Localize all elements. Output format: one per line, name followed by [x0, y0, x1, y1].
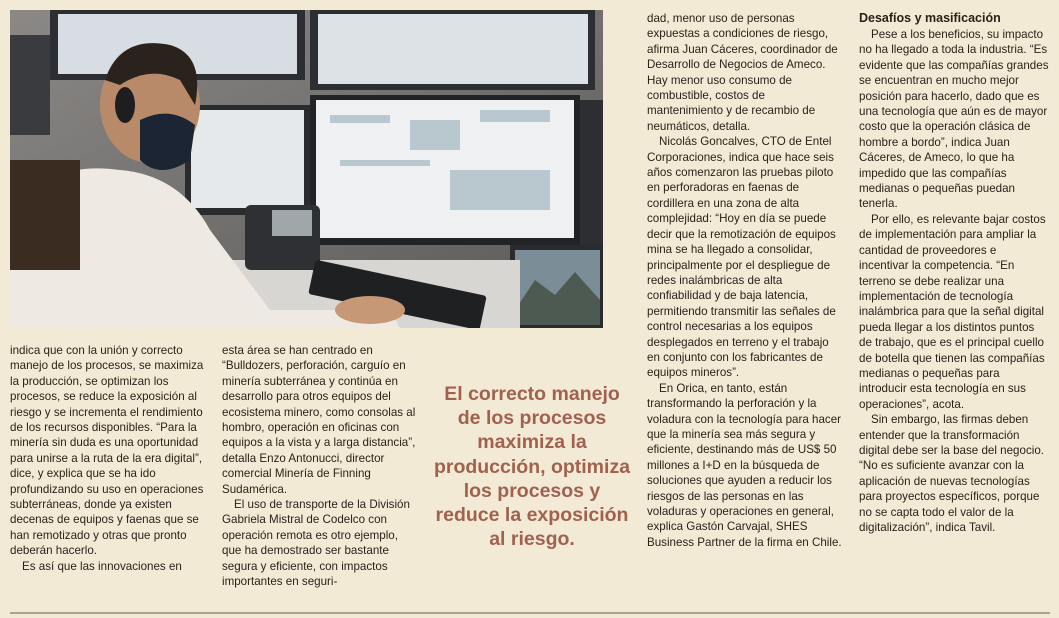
article-column-1 — [10, 343, 208, 574]
article-column-4 — [647, 11, 844, 550]
pull-quote: El correcto manejo de los procesos maximiza la producción, optimiza los procesos y reduce la exposición al riesgo. — [433, 383, 631, 551]
paragraph: esta área se han centrado en “Bulldozers, perforación, carguío en minería subterránea y continúa en desarrollo para otros equipos del ecosistema minero, como consolas al hombro, operación en oficinas con equipos a la vista y a larga distancia”, detalla Enzo Antonucci, director comercial Minería de Finning Sudamérica. — [222, 344, 416, 496]
article-photo — [10, 10, 603, 328]
bottom-rule — [10, 612, 1050, 614]
paragraph: Por ello, es relevante bajar costos de implementación para ampliar la cantidad de proveedores e incentivar la competencia. “En terreno se debe realizar una implementación de tecnología inalámbrica para que la señal digital pueda llegar a los distintos puntos de trabajo, que es el principal cuello de botella que tienen las compañías medianas o pequeñas para introducir esta tecnología en sus operaciones”, acota. — [859, 212, 1046, 411]
paragraph: Es así que las innovaciones en — [22, 559, 182, 573]
paragraph: indica que con la unión y correcto manejo de los procesos, se maximiza la producción, se optimizan los procesos, se reduce la exposición al riesgo y se incrementa el rendimiento de los recursos disponibles. “Para la minería sin duda es una oportunidad para unirse a la ruta de la era digital”, dice, y explica que se ha ido profundizando su uso en operaciones subterráneas, donde ya existen decenas de equipos y faenas que se han remotizado y otras que pronto deberán hacerlo. — [10, 344, 204, 558]
article-column-5 — [859, 11, 1049, 535]
paragraph: El uso de transporte de la División Gabriela Mistral de Codelco con operación remota es otro ejemplo, que ha demostrado ser bastante segura y eficiente, con impactos importantes en seguri- — [222, 498, 410, 589]
paragraph: Pese a los beneficios, su impacto no ha llegado a toda la industria. “Es evidente que las compañías grandes se encuentran en mucho mejor posición para hacerlo, dado que es una tecnología que aún es de mayor costo que la operación clásica de hombre a bordo”, indica Juan Cáceres, de Ameco, lo que ha impedido que las compañías medianas o pequeñas puedan tenerla. — [859, 28, 1049, 211]
section-heading: Desafíos y masificación — [859, 11, 1001, 25]
paragraph: En Orica, en tanto, están transformando la perforación y la voladura con la tecnología para hacer que la minería sea más segura y eficiente, destinando más de US$ 50 millones a I+D en la búsqueda de soluciones que ayuden a reducir los riesgos de las personas en las voladuras y operaciones en general, explica Gastón Carvajal, SHES Business Partner de la firma en Chile. — [647, 381, 842, 549]
paragraph: Sin embargo, las firmas deben entender que la transformación digital debe ser la base del negocio. “No es suficiente avanzar con la aplicación de nuevas tecnologías para proyectos específicos, porque no se capta todo el valor de la digitalización”, indica Tavil. — [859, 413, 1044, 534]
article-column-2 — [222, 343, 420, 590]
paragraph: Nicolás Goncalves, CTO de Entel Corporaciones, indica que hace seis años comenzaron las pruebas piloto en perforadoras en faenas de cordillera en una zona de alta complejidad: “Hoy en día se puede decir que la remotización de equipos mina se ha llegado a consolidar, principalmente por el despliegue de redes inalámbricas de alta confiabilidad y de baja latencia, permitiendo transmitir las señales de control necesarias a los equipos desplegados en terreno y el trabajo en conjunto con los fabricantes de equipos mineros”. — [647, 135, 836, 380]
control-room-photo-illustration — [10, 10, 603, 328]
paragraph: dad, menor uso de personas expuestas a condiciones de riesgo, afirma Juan Cáceres, coordinador de Desarrollo de Negocios de Ameco. Hay menor uso consumo de combustible, costos de mantenimiento y de recambio de neumáticos, detalla. — [647, 12, 838, 133]
